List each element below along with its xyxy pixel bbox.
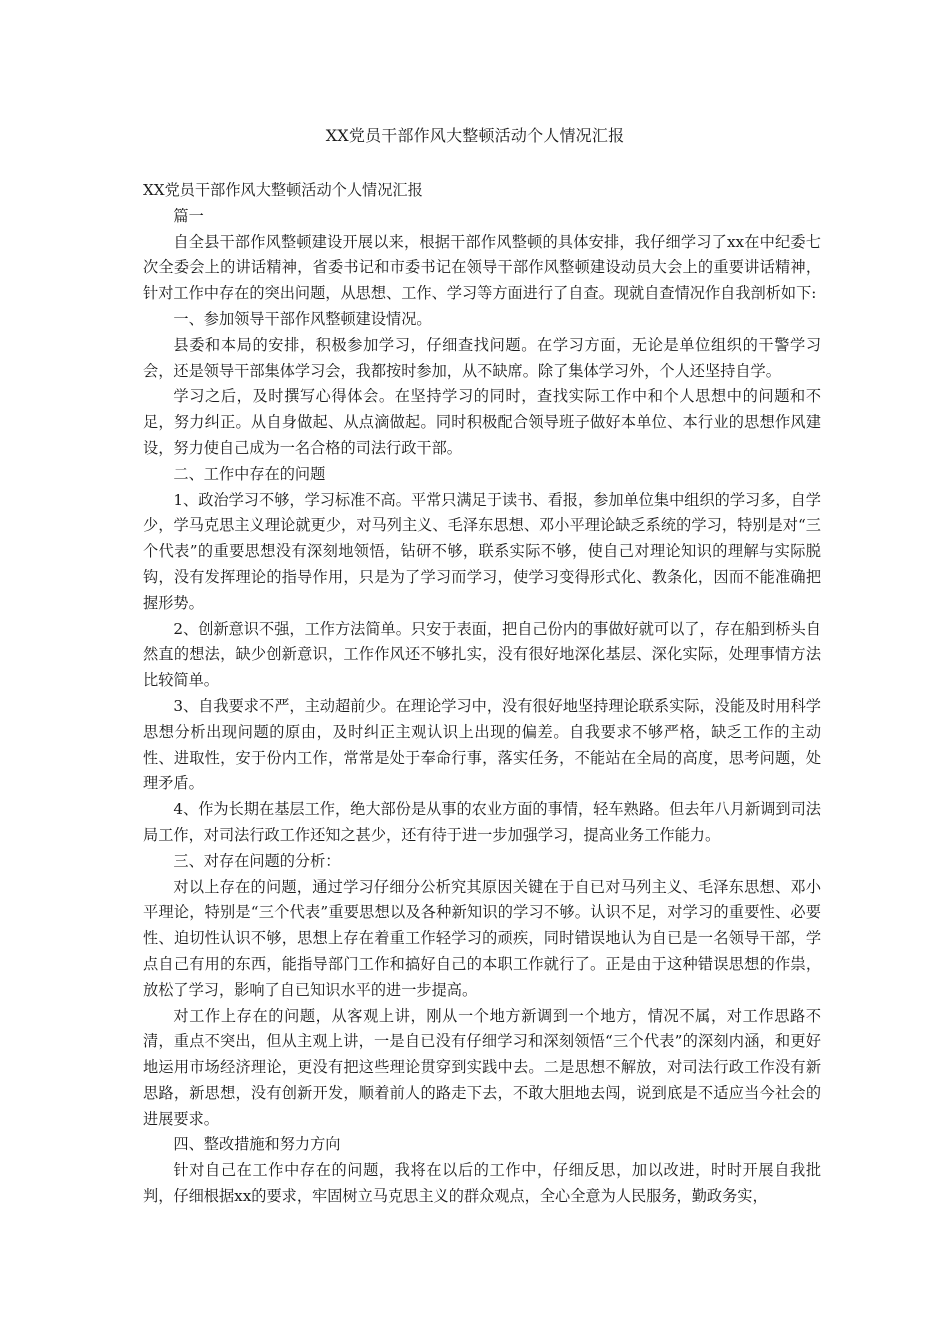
- paragraph-section-label: 篇一: [173, 206, 204, 225]
- section-heading: 一、参加领导干部作风整顿建设情况。: [173, 309, 432, 328]
- section-heading: 二、工作中存在的问题: [173, 464, 326, 483]
- paragraph: 1、政治学习不够，学习标准不高。平常只满足于读书、看报，参加单位集中组织的学习多，自学少，学马克思主义理论就更少，对马列主义、毛泽东思想、邓小平理论缺乏系统的学习，特别是对“三个代表”的重要思想没有深刻地领悟，钻研不够，联系实际不够，使自己对理论知识的理解与实际脱钩，没有发挥理论的指导作用，只是为了学习而学习，使学习变得形式化、教条化，因而不能准确把握形势。: [143, 490, 821, 612]
- section-heading: 三、对存在问题的分析：: [173, 851, 341, 870]
- paragraph: 对工作上存在的问题，从客观上讲，刚从一个地方新调到一个地方，情况不属，对工作思路不清，重点不突出，但从主观上讲，一是自已没有仔细学习和深刻领悟“三个代表”的深刻内涵，和更好地运用市场经济理论，更没有把这些理论贯穿到实践中去。二是思想不解放，对司法行政工作没有新思路，新思想，没有创新开发，顺着前人的路走下去，不敢大胆地去闯，说到底是不适应当今社会的进展要求。: [143, 1006, 821, 1128]
- paragraph: 2、创新意识不强，工作方法简单。只安于表面，把自己份内的事做好就可以了，存在船到桥头自然直的想法，缺少创新意识，工作作风还不够扎实，没有很好地深化基层、深化实际，处理事情方法比较简单。: [143, 619, 821, 690]
- paragraph: 针对自己在工作中存在的问题，我将在以后的工作中，仔细反思，加以改进，时时开展自我批判，仔细根据xx的要求，牢固树立马克思主义的群众观点，全心全意为人民服务，勤政务实，: [143, 1161, 821, 1206]
- section-heading: 四、整改措施和努力方向: [173, 1135, 341, 1154]
- document-body: [143, 178, 821, 1210]
- paragraph: 县委和本局的安排，积极参加学习，仔细查找问题。在学习方面，无论是单位组织的干警学习会，还是领导干部集体学习会，我都按时参加，从不缺席。除了集体学习外，个人还坚持自学。: [143, 335, 821, 380]
- paragraph: 对以上存在的问题，通过学习仔细分公析究其原因关键在于自已对马列主义、毛泽东思想、邓小平理论，特别是“三个代表”重要思想以及各种新知识的学习不够。认识不足，对学习的重要性、必要性、迫切性认识不够，思想上存在着重工作轻学习的顽疾，同时错误地认为自已是一名领导干部，学点自己有用的东西，能指导部门工作和搞好自己的本职工作就行了。正是由于这种错误思想的作祟，放松了学习，影响了自已知识水平的进一步提高。: [143, 877, 821, 999]
- document-title: XX党员干部作风大整顿活动个人情况汇报: [325, 126, 625, 145]
- document-subtitle: XX党员干部作风大整顿活动个人情况汇报: [143, 181, 423, 199]
- paragraph: 学习之后，及时撰写心得体会。在坚持学习的同时，查找实际工作中和个人思想中的问题和不足，努力纠正。从自身做起、从点滴做起。同时积极配合领导班子做好本单位、本行业的思想作风建设，努力使自己成为一名合格的司法行政干部。: [143, 387, 821, 457]
- paragraph: 4、作为长期在基层工作，绝大部份是从事的农业方面的事情，轻车熟路。但去年八月新调到司法局工作，对司法行政工作还知之甚少，还有待于进一步加强学习，提高业务工作能力。: [143, 800, 821, 844]
- paragraph: 3、自我要求不严，主动超前少。在理论学习中，没有很好地坚持理论联系实际，没能及时用科学思想分析出现问题的原由，及时纠正主观认识上出现的偏差。自我要求不够严格，缺乏工作的主动性、进取性，安于份内工作，常常是处于奉命行事，落实任务，不能站在全局的高度，思考问题，处理矛盾。: [143, 696, 821, 793]
- paragraph: 自全县干部作风整顿建设开展以来，根据干部作风整顿的具体安排，我仔细学习了xx在中纪委七次全委会上的讲话精神，省委书记和市委书记在领导干部作风整顿建设动员大会上的重要讲话精神，针对工作中存在的突出问题，从思想、工作、学习等方面进行了自查。现就自查情况作自我剖析如下:: [143, 232, 821, 303]
